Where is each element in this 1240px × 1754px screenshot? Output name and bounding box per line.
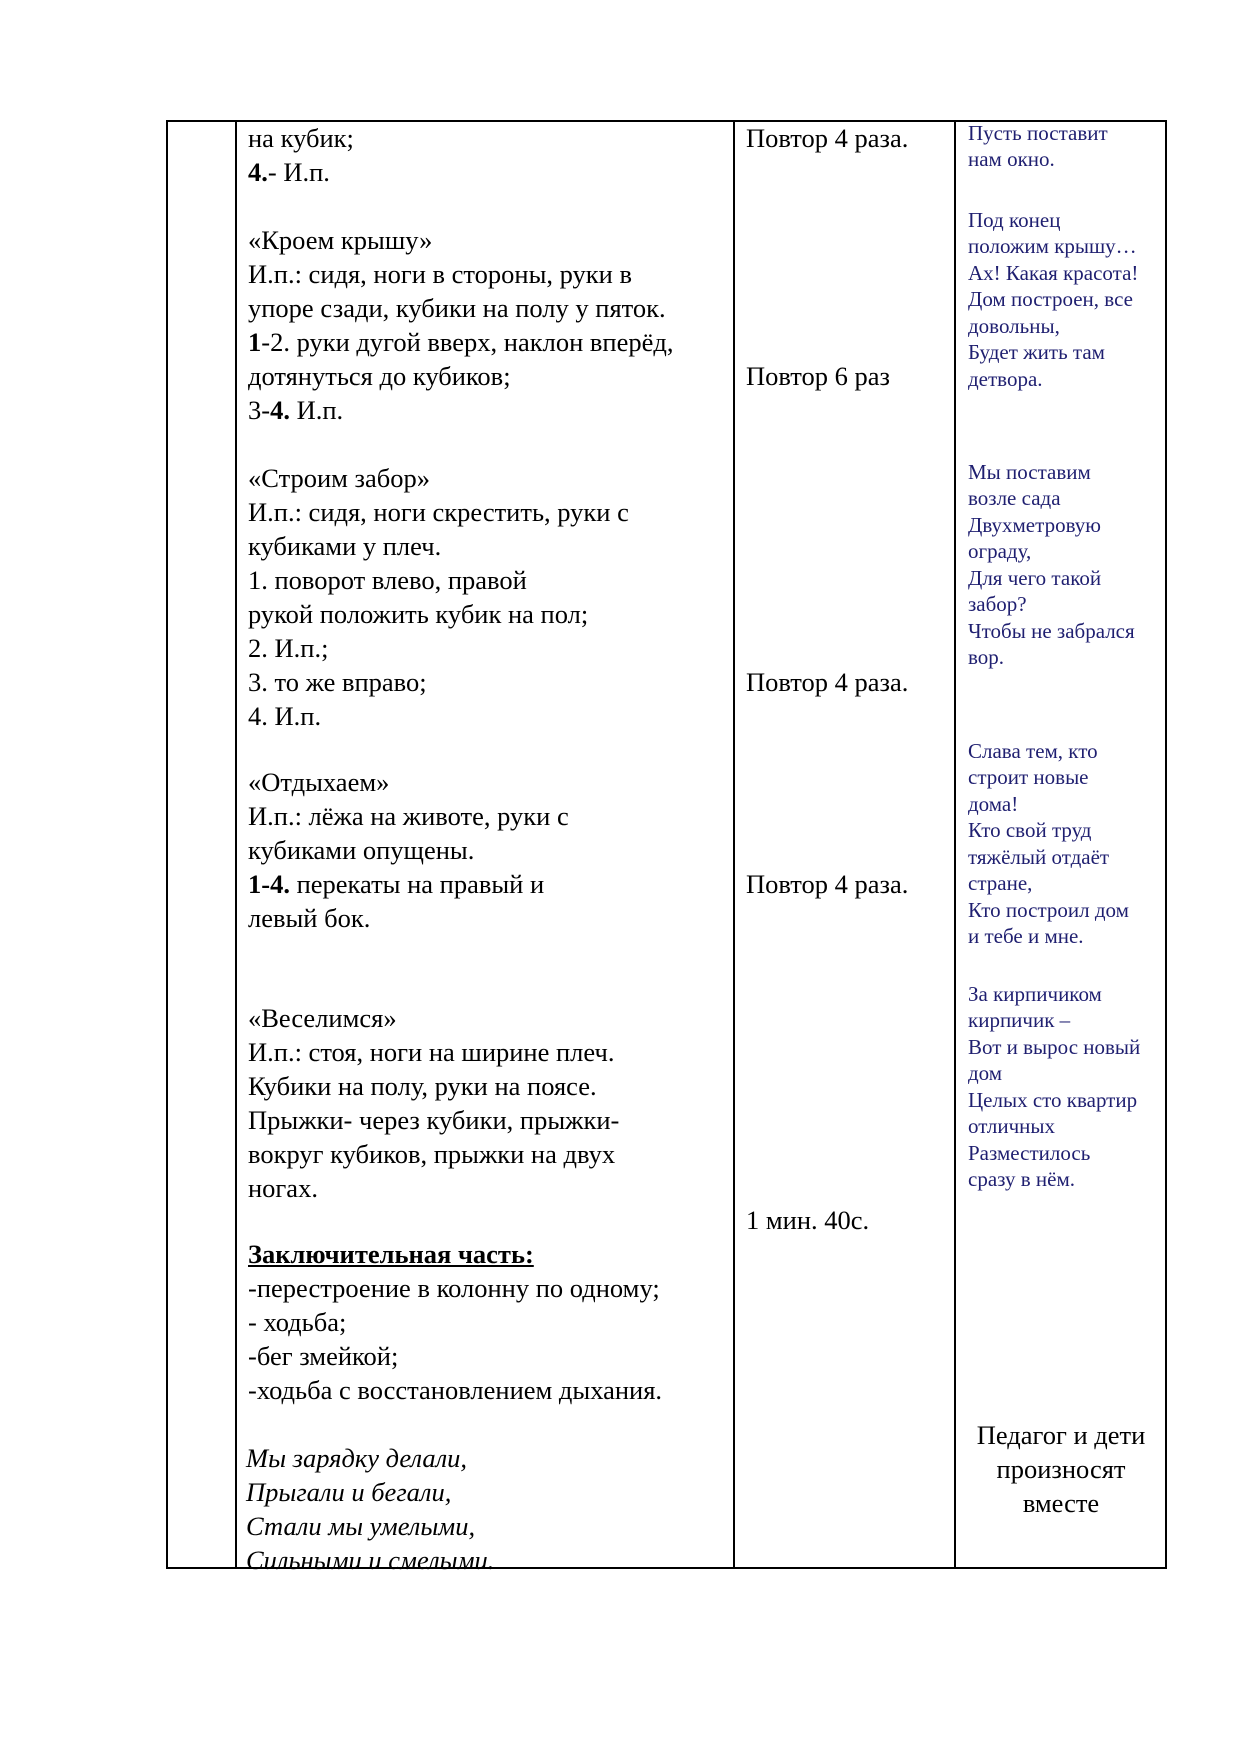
exercise-text: ногах.	[248, 1173, 318, 1203]
exercise-text: 3. то же вправо;	[248, 667, 427, 697]
note-line: дома!	[968, 792, 1019, 816]
note-line: забор?	[968, 592, 1027, 616]
exercise-text: 4. И.п.	[248, 701, 322, 731]
exercise-text: И.п.: сидя, ноги скрестить, руки с	[248, 497, 629, 527]
note-line: Двухметровую	[968, 513, 1101, 537]
exercise-step: 1-4. перекаты на правый и	[248, 869, 545, 899]
exercise-text: И.п.: стоя, ноги на ширине плеч.	[248, 1037, 615, 1067]
note-line: кирпичик –	[968, 1008, 1071, 1032]
dosage-text: 1 мин. 40с.	[746, 1205, 870, 1235]
exercise-text: левый бок.	[248, 903, 371, 933]
poem-line: Сильными и смелыми.	[246, 1545, 495, 1575]
note-line: Для чего такой	[968, 566, 1102, 590]
column-divider-3	[954, 120, 956, 1569]
dosage-text: Повтор 4 раза.	[746, 123, 909, 153]
dosage-text: Повтор 4 раза.	[746, 667, 909, 697]
note-line: сразу в нём.	[968, 1167, 1076, 1191]
note-line: Разместилось	[968, 1141, 1091, 1165]
exercise-text: упоре сзади, кубики на полу у пяток.	[248, 293, 666, 323]
note-line: детвора.	[968, 367, 1043, 391]
exercise-text: Кубики на полу, руки на поясе.	[248, 1071, 597, 1101]
exercise-text: на кубик;	[248, 123, 354, 153]
note-line: За кирпичиком	[968, 982, 1102, 1006]
exercise-text: И.п.: лёжа на животе, руки с	[248, 801, 569, 831]
dosage-text: Повтор 4 раза.	[746, 869, 909, 899]
exercise-text: - ходьба;	[248, 1307, 347, 1337]
exercise-text: рукой положить кубик на пол;	[248, 599, 589, 629]
poem-line: Стали мы умелыми,	[246, 1511, 476, 1541]
exercise-title-roof: «Кроем крышу»	[248, 225, 433, 255]
note-line: Целых сто квартир	[968, 1088, 1138, 1112]
exercise-step: 4.- И.п.	[248, 157, 330, 187]
note-line: Под конец	[968, 208, 1061, 232]
note-line: и тебе и мне.	[968, 924, 1084, 948]
exercise-title-rest: «Отдыхаем»	[248, 767, 390, 797]
together-note: Педагог и дети	[976, 1420, 1146, 1450]
exercise-text: -перестроение в колонну по одному;	[248, 1273, 660, 1303]
exercise-text: кубиками у плеч.	[248, 531, 442, 561]
note-line: дом	[968, 1061, 1003, 1085]
note-line: Кто свой труд	[968, 818, 1092, 842]
exercise-text: 2. И.п.;	[248, 633, 329, 663]
exercise-text: вокруг кубиков, прыжки на двух	[248, 1139, 616, 1169]
note-line: вор.	[968, 645, 1005, 669]
note-line: положим крышу…	[968, 234, 1137, 258]
exercise-title-fun: «Веселимся»	[248, 1003, 397, 1033]
note-line: Мы поставим	[968, 460, 1091, 484]
note-line: возле сада	[968, 486, 1061, 510]
together-note: произносят	[996, 1454, 1126, 1484]
final-part-heading: Заключительная часть:	[248, 1239, 534, 1269]
poem-line: Мы зарядку делали,	[246, 1443, 468, 1473]
note-line: Вот и вырос новый	[968, 1035, 1141, 1059]
note-line: Слава тем, кто	[968, 739, 1098, 763]
exercise-text: -бег змейкой;	[248, 1341, 399, 1371]
note-line: стране,	[968, 871, 1033, 895]
note-line: Будет жить там	[968, 340, 1105, 364]
exercise-text: 1. поворот влево, правой	[248, 565, 527, 595]
note-line: Кто построил дом	[968, 898, 1129, 922]
note-line: строит новые	[968, 765, 1089, 789]
exercise-text: И.п.: сидя, ноги в стороны, руки в	[248, 259, 632, 289]
exercise-step: 3-4. И.п.	[248, 395, 344, 425]
note-line: ограду,	[968, 539, 1032, 563]
note-line: Дом построен, все	[968, 287, 1133, 311]
note-line: тяжёлый отдаёт	[968, 845, 1110, 869]
note-line: Ах! Какая красота!	[968, 261, 1139, 285]
exercise-text: Прыжки- через кубики, прыжки-	[248, 1105, 620, 1135]
together-note: вместе	[1022, 1488, 1100, 1518]
note-line: Пусть поставит	[968, 121, 1108, 145]
exercise-text: -ходьба с восстановлением дыхания.	[248, 1375, 663, 1405]
dosage-text: Повтор 6 раз	[746, 361, 890, 391]
note-line: довольны,	[968, 314, 1060, 338]
note-line: Чтобы не забрался	[968, 619, 1135, 643]
exercise-text: дотянуться до кубиков;	[248, 361, 511, 391]
note-line: отличных	[968, 1114, 1056, 1138]
column-divider-1	[235, 120, 237, 1569]
poem-line: Прыгали и бегали,	[246, 1477, 452, 1507]
exercise-text: кубиками опущены.	[248, 835, 475, 865]
exercise-title-fence: «Строим забор»	[248, 463, 431, 493]
note-line: нам окно.	[968, 147, 1055, 171]
exercise-step: 1-2. руки дугой вверх, наклон вперёд,	[248, 327, 674, 357]
column-divider-2	[733, 120, 735, 1569]
